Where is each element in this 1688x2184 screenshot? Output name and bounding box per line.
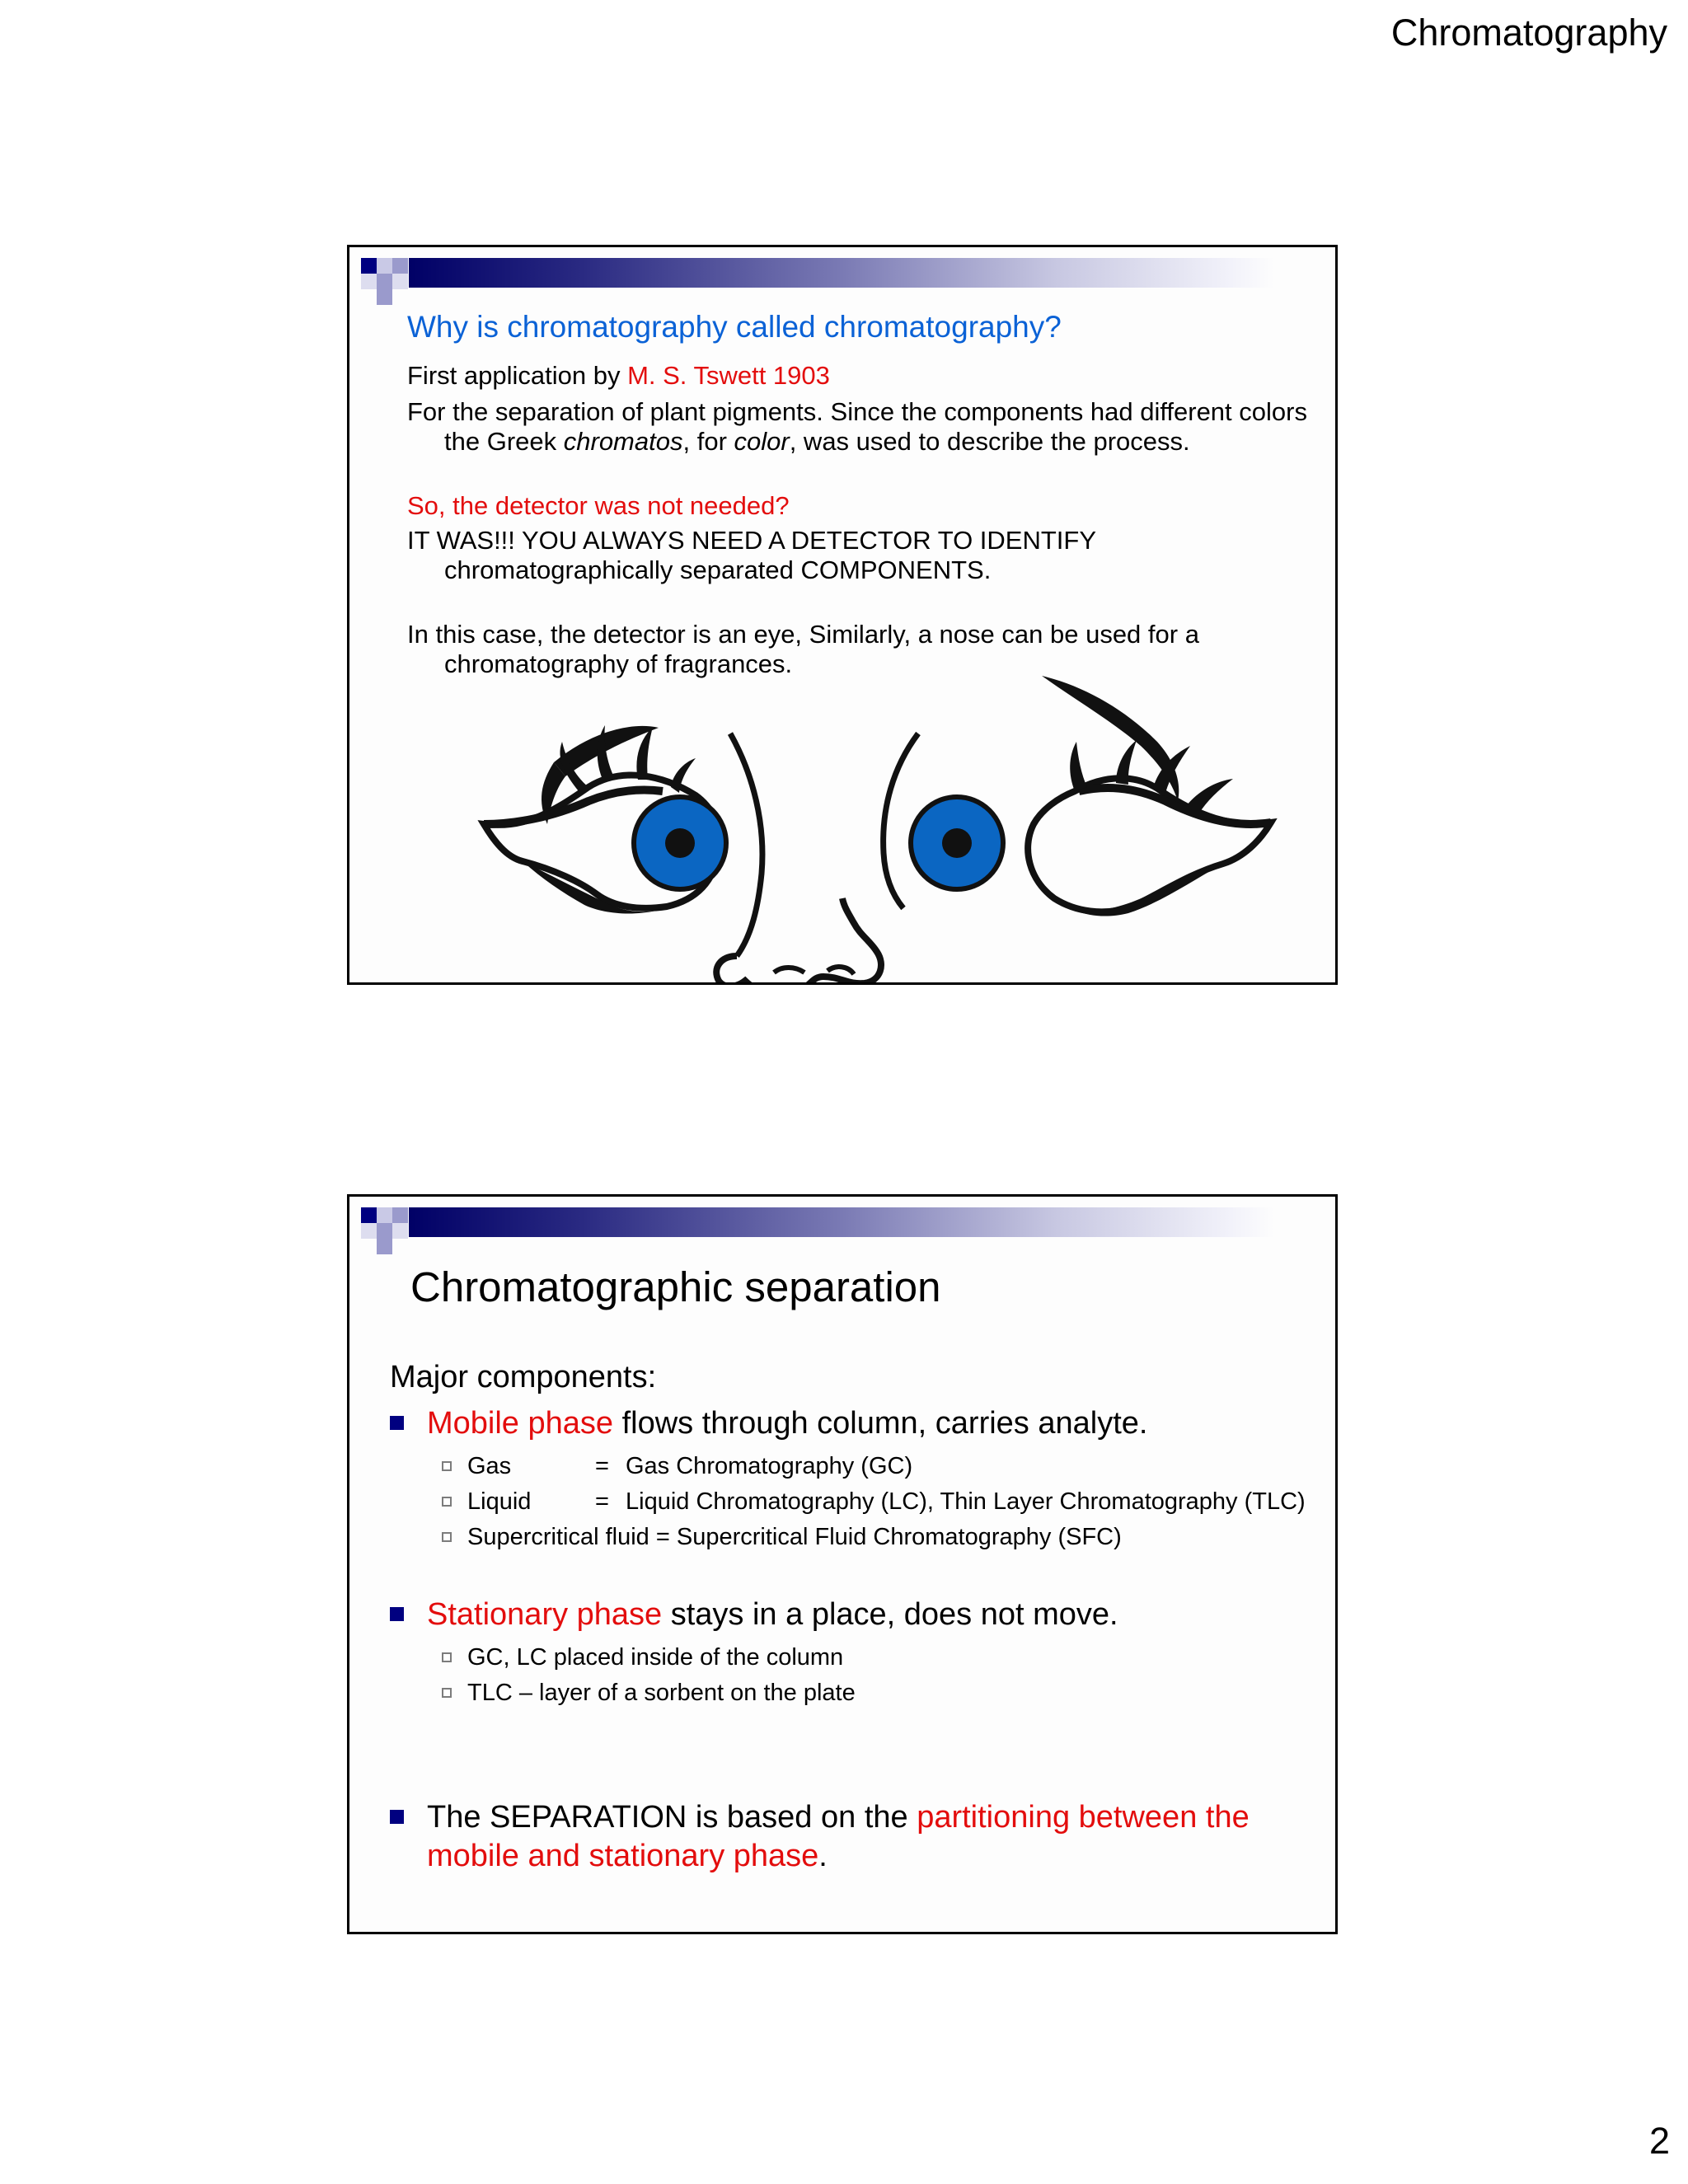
sub-bullet-text: GC, LC placed inside of the column [467, 1644, 844, 1671]
deco-square [392, 1207, 408, 1223]
deco-square [377, 1223, 392, 1239]
slide-header-decoration [349, 1197, 1338, 1271]
major-components-heading: Major components: [390, 1360, 657, 1394]
separation-paragraph [407, 397, 1314, 457]
slide-1-body [407, 361, 1314, 679]
sub-bullet-text: TLC – layer of a sorbent on the plate [467, 1680, 856, 1706]
nose-bridge-right [884, 733, 918, 908]
slide-1-title: Why is chromatography called chromatography? [407, 310, 1062, 344]
square-bullet-icon [390, 1607, 404, 1621]
bullet-text: . [818, 1839, 828, 1873]
gradient-bar [409, 1207, 1274, 1237]
page-header-title: Chromatography [1390, 12, 1667, 54]
term: Liquid [467, 1488, 532, 1515]
slide-2-title: Chromatographic separation [410, 1263, 941, 1310]
para-text: For the separation of plant pigments. Since the components had different colors the Greek [407, 397, 1307, 456]
hollow-square-bullet-icon [442, 1461, 452, 1471]
equals: = [595, 1453, 609, 1479]
description: Gas Chromatography (GC) [626, 1453, 913, 1479]
eye-nose-paragraph: In this case, the detector is an eye, Similarly, a nose can be used for a chromatography of fragrances. [407, 620, 1199, 678]
deco-square [361, 1207, 377, 1223]
partitioning-highlight: partitioning between the mobile and stationary phase [427, 1800, 1250, 1873]
tswett-highlight: M. S. Tswett 1903 [627, 361, 830, 390]
equals: = [595, 1488, 609, 1515]
deco-square [361, 1223, 377, 1239]
nose-bridge-left [730, 733, 762, 956]
first-application-line [407, 361, 1314, 391]
square-bullet-icon [390, 1416, 404, 1430]
hollow-square-bullet-icon [442, 1497, 452, 1507]
mobile-phase-bullet [390, 1404, 1321, 1443]
description: Liquid Chromatography (LC), Thin Layer Chromatography (TLC) [626, 1488, 1306, 1515]
stationary-phase-highlight: Stationary phase [427, 1597, 663, 1632]
bullet-text: stays in a place, does not move. [662, 1597, 1118, 1632]
italic-color: color [734, 427, 790, 456]
sub-bullet-text: Supercritical fluid = Supercritical Fluid Chromatography (SFC) [467, 1524, 1122, 1550]
square-bullet-icon [390, 1810, 404, 1824]
slide-1 [347, 245, 1338, 985]
deco-square [377, 1239, 392, 1254]
hollow-square-bullet-icon [442, 1652, 452, 1662]
left-pupil [665, 828, 695, 858]
bullet-text: flows through column, carries analyte. [613, 1406, 1148, 1441]
para-text: , was used to describe the process. [789, 427, 1190, 456]
para-text: , for [682, 427, 734, 456]
bullet-text: The SEPARATION is based on the [427, 1800, 917, 1835]
detector-answer: IT WAS!!! YOU ALWAYS NEED A DETECTOR TO IDENTIFY chromatographically separated COMPONENTS. [407, 526, 1096, 584]
right-pupil [942, 828, 972, 858]
page-number: 2 [1648, 2120, 1670, 2162]
hollow-square-bullet-icon [442, 1532, 452, 1542]
mobile-phase-highlight: Mobile phase [427, 1406, 614, 1441]
deco-square [377, 1207, 392, 1223]
term: Gas [467, 1453, 512, 1479]
deco-square [392, 1223, 408, 1239]
slide-2 [347, 1194, 1338, 1934]
hollow-square-bullet-icon [442, 1688, 452, 1698]
detector-question: So, the detector was not needed? [407, 491, 790, 520]
italic-chromatos: chromatos [563, 427, 683, 456]
separation-bullet [390, 1798, 1321, 1876]
line-text: First application by [407, 361, 628, 390]
stationary-phase-bullet [390, 1596, 1321, 1634]
